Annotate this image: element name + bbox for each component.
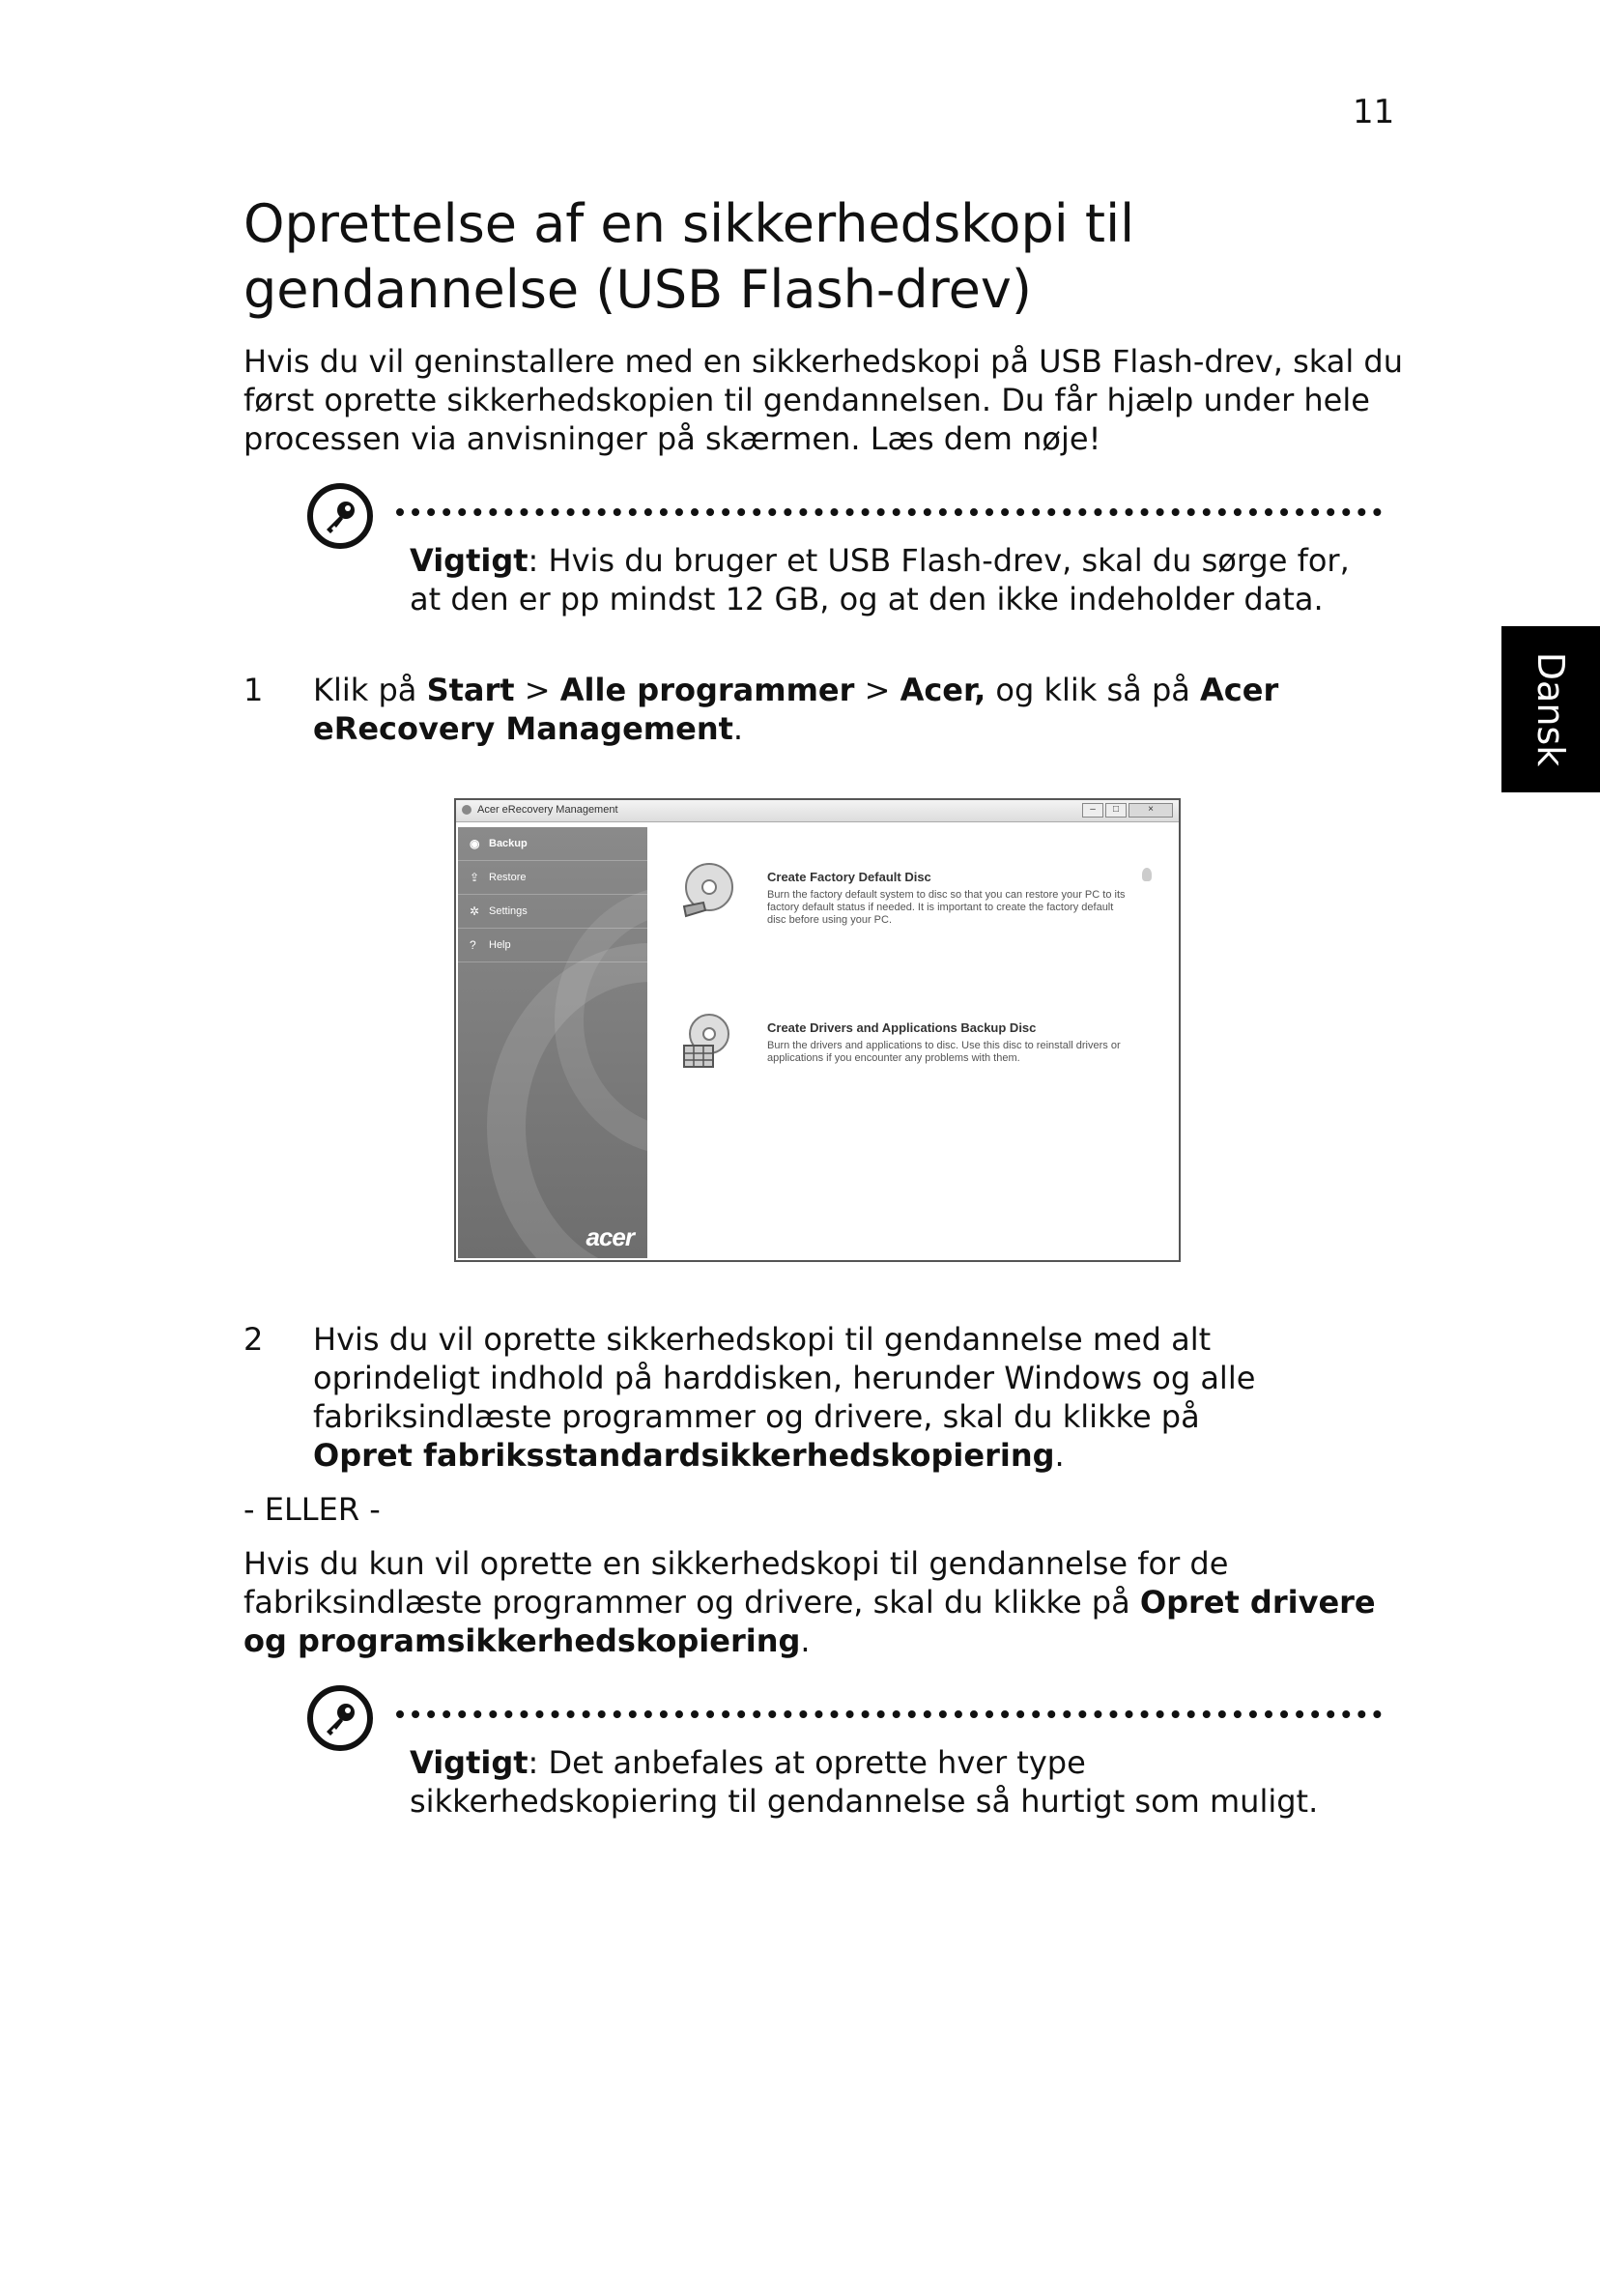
close-button[interactable]: × — [1129, 803, 1173, 818]
disc-icon[interactable] — [676, 860, 738, 922]
text-run: Hvis du vil oprette sikkerhedskopi til gendannelse med alt oprindeligt indhold på harddisken, herunder Windows og alle fabriksindlæste programmer og drivere, skal du klikke på — [313, 1321, 1256, 1435]
title-line-2: gendannelse (USB Flash-drev) — [243, 259, 1032, 320]
note-text: : Hvis du bruger et USB Flash-drev, skal du sørge for, at den er pp mindst 12 GB, og at den ikke indeholder data. — [410, 542, 1350, 617]
bold-run: Alle programmer — [559, 672, 855, 708]
text-run: . — [732, 710, 744, 747]
page-number: 11 — [1353, 93, 1395, 131]
settings-icon: ✲ — [470, 904, 480, 918]
text-run: Hvis du kun vil oprette en sikkerhedskopi til gendannelse for de fabriksindlæste programmer og drivere, skal du klikke på — [243, 1545, 1229, 1621]
note-label: Vigtigt — [410, 542, 529, 579]
language-tab — [1501, 626, 1600, 792]
text-run: og klik så på — [986, 672, 1201, 708]
intro-paragraph: Hvis du vil geninstallere med en sikkerhedskopi på USB Flash-drev, skal du først oprette sikkerhedskopien til gendannelsen. Du får hjælp under hele processen via anvisninger på skærmen. Læs dem nøje! — [243, 343, 1403, 457]
sidebar-item-help[interactable] — [458, 929, 647, 962]
note-text: : Det anbefales at oprette hver type sikkerhedskopiering til gendannelse så hurtigt som muligt. — [410, 1744, 1319, 1820]
bold-run: Opret fabriksstandardsikkerhedskopiering — [313, 1437, 1055, 1474]
step-1-text — [313, 671, 1376, 748]
factory-default-disc-desc: Burn the factory default system to disc so that you can restore your PC to its factory default status if needed. It is important to create the factory default disc before using your PC. — [767, 889, 1126, 926]
step-number: 1 — [243, 672, 264, 708]
note-label: Vigtigt — [410, 1744, 529, 1781]
important-note — [410, 541, 1386, 618]
drivers-backup-disc-title[interactable]: Create Drivers and Applications Backup Disc — [767, 1020, 1037, 1035]
restore-icon: ⇪ — [470, 871, 480, 884]
text-run: . — [1054, 1437, 1065, 1474]
text-run: > — [854, 672, 900, 708]
sidebar-item-backup[interactable] — [458, 827, 647, 861]
alternative-paragraph — [243, 1544, 1403, 1660]
sidebar — [458, 827, 647, 1258]
language-tab-label: Dansk — [1529, 651, 1572, 767]
maximize-button[interactable]: □ — [1105, 803, 1127, 818]
sidebar-decoration — [487, 943, 647, 1258]
step-number: 2 — [243, 1321, 264, 1358]
sidebar-item-restore[interactable] — [458, 861, 647, 895]
key-icon — [307, 483, 373, 549]
backup-icon: ◉ — [470, 837, 480, 850]
note-divider — [396, 508, 1382, 516]
bold-run: Acer eRecovery Management — [313, 672, 1279, 747]
bold-run: Opret drivere og programsikkerhedskopiering — [243, 1584, 1376, 1659]
bold-run: Acer, — [900, 672, 986, 708]
text-run: > — [514, 672, 560, 708]
important-note — [410, 1743, 1386, 1821]
acer-logo: acer — [586, 1222, 634, 1251]
sidebar-item-label: Help — [489, 939, 511, 951]
minimize-button[interactable]: – — [1082, 803, 1103, 818]
sidebar-item-label: Backup — [489, 838, 528, 849]
page-title — [243, 191, 1403, 323]
text-run: Klik på — [313, 672, 427, 708]
step-2-text — [313, 1320, 1279, 1475]
title-line-1: Oprettelse af en sikkerhedskopi til — [243, 193, 1135, 254]
note-divider — [396, 1710, 1382, 1718]
tip-icon — [1142, 868, 1152, 881]
or-separator: - ELLER - — [243, 1491, 381, 1528]
app-icon — [462, 805, 471, 815]
text-run: . — [800, 1622, 811, 1659]
factory-default-disc-title[interactable]: Create Factory Default Disc — [767, 870, 931, 884]
erecovery-screenshot — [454, 798, 1181, 1262]
window-titlebar — [456, 800, 1179, 822]
sidebar-item-settings[interactable] — [458, 895, 647, 929]
drivers-disc-icon[interactable] — [676, 1011, 738, 1073]
window-title: Acer eRecovery Management — [477, 804, 618, 816]
key-icon — [307, 1685, 373, 1751]
sidebar-item-label: Restore — [489, 872, 527, 883]
bold-run: Start — [426, 672, 515, 708]
sidebar-item-label: Settings — [489, 905, 528, 917]
help-icon: ? — [470, 938, 476, 952]
drivers-backup-disc-desc: Burn the drivers and applications to disc. Use this disc to reinstall drivers or applications if you encounter any problems with them. — [767, 1040, 1121, 1064]
